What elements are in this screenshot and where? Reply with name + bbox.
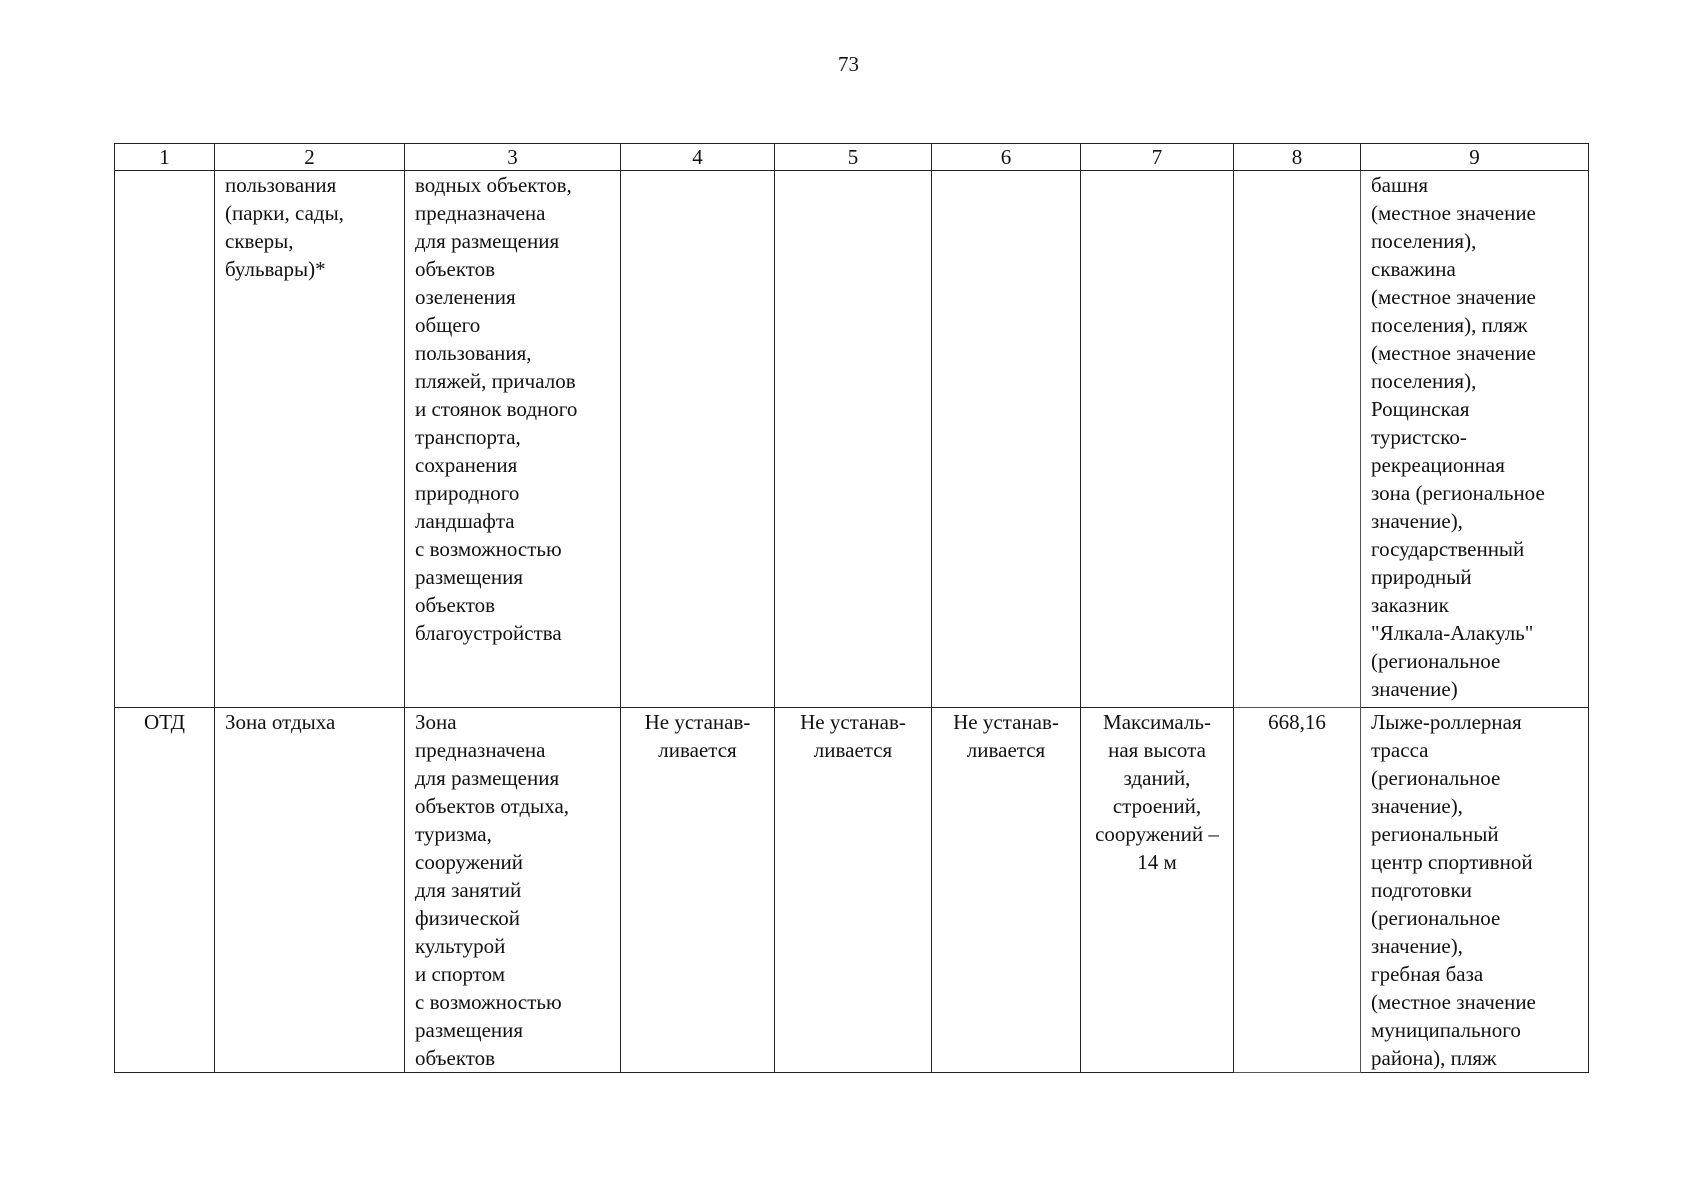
zone-code-cell: ОТД <box>115 708 215 1073</box>
table-cell <box>775 171 932 708</box>
area-cell: 668,16 <box>1234 708 1361 1073</box>
table-row <box>115 708 1589 1073</box>
column-header: 2 <box>215 144 405 171</box>
objects-cell: Лыже-роллерная трасса (региональное значение), региональный центр спортивной подготовки (региональное значение), гребная база (местное значение муниципального района), пляж <box>1361 708 1589 1073</box>
column-header: 1 <box>115 144 215 171</box>
table-cell: Не устанав- ливается <box>621 708 775 1073</box>
zone-name-cell: пользования (парки, сады, скверы, бульвары)* <box>215 171 405 708</box>
column-header: 5 <box>775 144 932 171</box>
table-header-row <box>115 144 1589 171</box>
column-header: 4 <box>621 144 775 171</box>
table-cell: Не устанав- ливается <box>775 708 932 1073</box>
table-cell: Максималь- ная высота зданий, строений, сооружений – 14 м <box>1081 708 1234 1073</box>
table-cell <box>932 171 1081 708</box>
zone-code-cell <box>115 171 215 708</box>
column-header: 3 <box>405 144 621 171</box>
zone-description-cell: Зона предназначена для размещения объектов отдыха, туризма, сооружений для занятий физической культурой и спортом с возможностью размещения объектов <box>405 708 621 1073</box>
zone-description-cell: водных объектов, предназначена для размещения объектов озеленения общего пользования, пляжей, причалов и стоянок водного транспорта, сохранения природного ландшафта с возможностью размещения объектов благоустройства <box>405 171 621 708</box>
area-cell <box>1234 171 1361 708</box>
zoning-table <box>114 143 1589 1073</box>
zone-name-cell: Зона отдыха <box>215 708 405 1073</box>
table-cell: Не устанав- ливается <box>932 708 1081 1073</box>
objects-cell: башня (местное значение поселения), скважина (местное значение поселения), пляж (местное значение поселения), Рощинская туристско- рекреационная зона (региональное значение), государственный природный заказник "Ялкала-Алакуль" (региональное значение) <box>1361 171 1589 708</box>
column-header: 8 <box>1234 144 1361 171</box>
table-cell <box>1081 171 1234 708</box>
column-header: 7 <box>1081 144 1234 171</box>
table-cell <box>621 171 775 708</box>
column-header: 6 <box>932 144 1081 171</box>
table-row <box>115 171 1589 708</box>
page-number: 73 <box>838 52 859 76</box>
column-header: 9 <box>1361 144 1589 171</box>
